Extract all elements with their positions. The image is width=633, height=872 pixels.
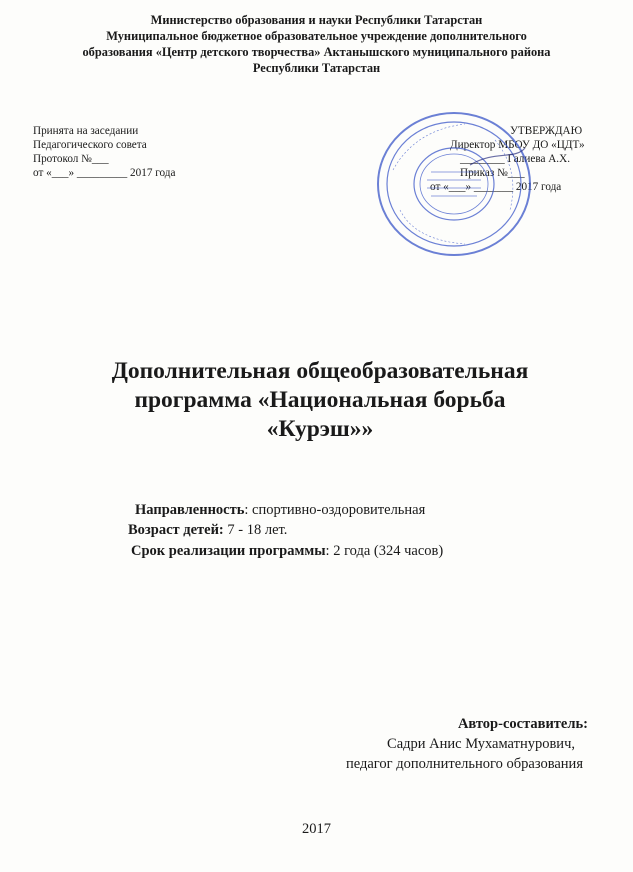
approval-heading: УТВЕРЖДАЮ bbox=[510, 125, 583, 137]
detail-focus bbox=[135, 500, 425, 520]
author-position: педагог дополнительного образования bbox=[345, 756, 583, 772]
accepted-protocol: Протокол №___ bbox=[33, 153, 109, 165]
detail-age-value: 7 - 18 лет. bbox=[223, 522, 288, 538]
approval-date: от «___» _______ 2017 года bbox=[430, 181, 562, 193]
document-year: 2017 bbox=[302, 821, 331, 837]
author-label: Автор-составитель: bbox=[457, 716, 588, 732]
detail-age-label: Возраст детей: bbox=[128, 522, 224, 538]
program-title bbox=[40, 357, 600, 444]
accepted-line2: Педагогического совета bbox=[33, 139, 147, 151]
author-name: Садри Анис Мухаматнурович, bbox=[387, 736, 575, 752]
detail-focus-label: Направленность bbox=[135, 502, 245, 518]
header-institution-line2: образования «Центр детского творчества» Актанышского муниципального района bbox=[82, 45, 551, 59]
title-line3: «Курэш»» bbox=[266, 416, 374, 442]
title-line2: программа «Национальная борьба bbox=[134, 387, 506, 413]
accepted-block bbox=[33, 124, 175, 180]
accepted-date: от «___» _________ 2017 года bbox=[33, 167, 176, 179]
detail-term-label: Срок реализации программы bbox=[131, 543, 326, 559]
official-seal-icon bbox=[375, 110, 533, 258]
detail-term bbox=[131, 541, 443, 561]
detail-age bbox=[128, 520, 287, 540]
detail-term-value: : 2 года (324 часов) bbox=[325, 543, 444, 559]
approval-signature: ________ Галиева А.Х. bbox=[460, 153, 570, 165]
header-institution-line1: Муниципальное бюджетное образовательное учреждение дополнительного bbox=[106, 29, 527, 43]
title-line1: Дополнительная общеобразовательная bbox=[111, 358, 529, 384]
approval-director: Директор МБОУ ДО «ЦДТ» bbox=[450, 139, 585, 151]
document-header bbox=[0, 12, 633, 76]
header-ministry: Министерство образования и науки Республики Татарстан bbox=[150, 13, 483, 27]
detail-focus-value: : спортивно-оздоровительная bbox=[244, 502, 426, 518]
header-institution-line3: Республики Татарстан bbox=[252, 61, 381, 75]
approval-order: Приказ №___ bbox=[460, 167, 525, 179]
author-block bbox=[346, 714, 600, 774]
accepted-line1: Принята на заседании bbox=[33, 125, 139, 137]
